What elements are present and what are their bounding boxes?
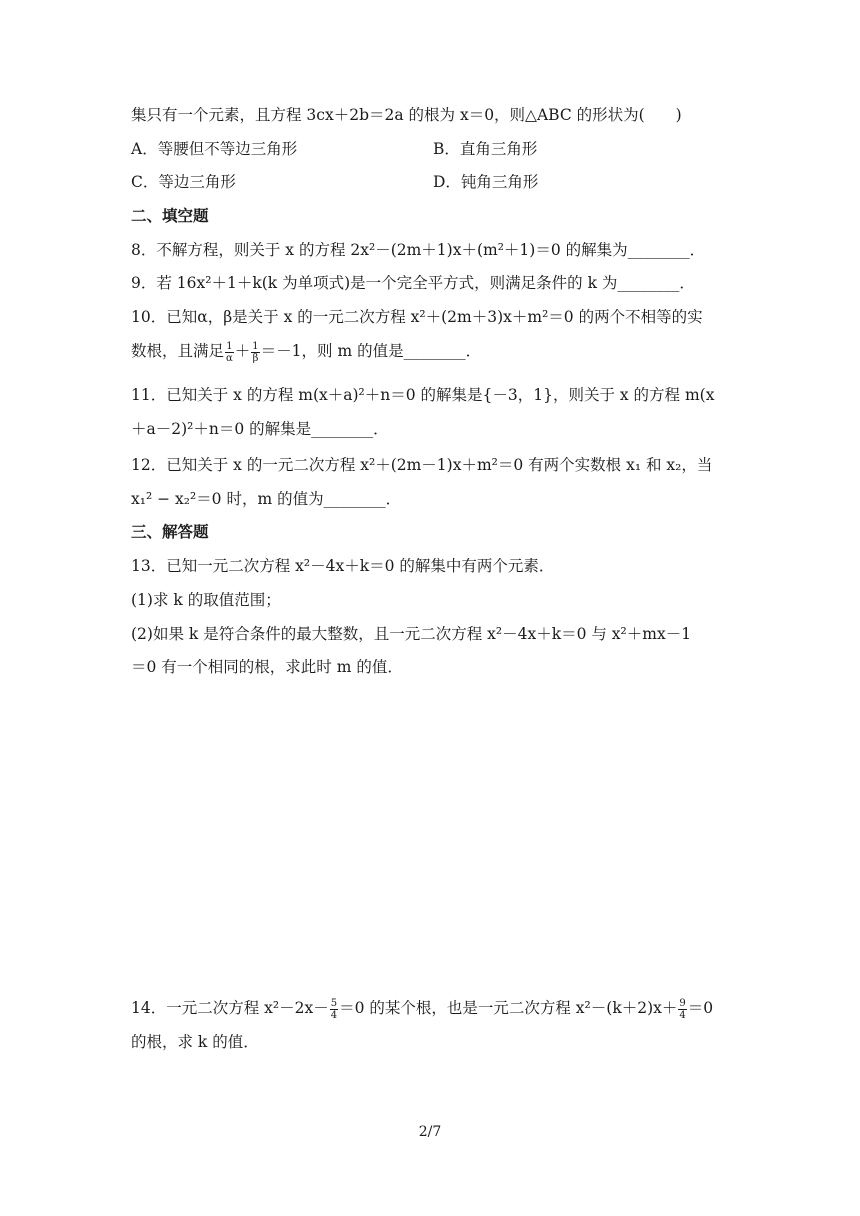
question-13-part2-line1: (2)如果 k 是符合条件的最大整数，且一元二次方程 x²－4x＋k＝0 与 x²＋mx－1 [131, 625, 692, 643]
question-14-line1 [131, 997, 713, 1021]
q10-text-post: ＝－1，则 m 的值是________． [260, 342, 482, 360]
q7-stem-continuation: 集只有一个元素，且方程 3cx＋2b＝2a 的根为 x＝0，则△ABC 的形状为( ) [131, 106, 682, 124]
question-11-line1: 11．已知关于 x 的方程 m(x＋a)²＋n＝0 的解集是{－3，1}，则关于 x 的方程 m(x [131, 386, 715, 404]
fraction-denominator: α [226, 352, 233, 364]
question-12-line2: x₁² − x₂²＝0 时，m 的值为________． [131, 490, 402, 508]
fraction-numerator: 9 [679, 997, 686, 1009]
fraction-denominator: β [252, 352, 259, 364]
question-11-line2: ＋a－2)²＋n＝0 的解集是________． [131, 420, 389, 438]
q7-option-c: C．等边三角形 [131, 173, 236, 191]
question-14-line2: 的根，求 k 的值． [131, 1033, 259, 1051]
question-9: 9．若 16x²＋1＋k(k 为单项式)是一个完全平方式，则满足条件的 k 为________． [131, 274, 695, 292]
fraction-9-over-4 [678, 998, 686, 1021]
fraction-numerator: 5 [330, 997, 338, 1009]
question-13-part2-line2: ＝0 有一个相同的根，求此时 m 的值． [131, 658, 403, 676]
fraction-denominator: 4 [330, 1009, 338, 1021]
fraction-1-over-beta [251, 341, 259, 364]
q7-option-d: D．钝角三角形 [433, 173, 539, 191]
question-10-line1: 10．已知α，β是关于 x 的一元二次方程 x²＋(2m＋3)x＋m²＝0 的两个不相等的实 [131, 308, 703, 326]
plus-sign: ＋ [234, 342, 251, 360]
question-13-part1: (1)求 k 的取值范围； [131, 591, 281, 609]
fraction-5-over-4 [330, 998, 338, 1021]
fraction-numerator: 1 [252, 340, 259, 352]
question-12-line1: 12．已知关于 x 的一元二次方程 x²＋(2m－1)x＋m²＝0 有两个实数根 x₁ 和 x₂，当 [131, 456, 713, 474]
fraction-1-over-alpha [225, 341, 234, 364]
section-heading-answers: 三、解答题 [131, 523, 209, 541]
q7-option-b: B．直角三角形 [433, 140, 538, 158]
section-heading-fill-in: 二、填空题 [131, 207, 209, 225]
q10-text-pre: 数根，且满足 [131, 342, 225, 360]
q14-text-a: 14．一元二次方程 x²－2x－ [131, 999, 329, 1017]
question-10-line2 [131, 340, 481, 364]
question-13-stem: 13．已知一元二次方程 x²－4x＋k＝0 的解集中有两个元素． [131, 557, 555, 575]
q14-text-c: ＝0 [687, 999, 714, 1017]
page-number: 2/7 [418, 1124, 442, 1140]
q14-text-b: ＝0 的某个根，也是一元二次方程 x²－(k＋2)x＋ [339, 999, 678, 1017]
q7-option-a: A．等腰但不等边三角形 [131, 140, 298, 158]
fraction-numerator: 1 [226, 340, 233, 352]
fraction-denominator: 4 [679, 1009, 686, 1021]
question-8: 8．不解方程，则关于 x 的方程 2x²－(2m＋1)x＋(m²＋1)＝0 的解集为________． [131, 241, 706, 259]
